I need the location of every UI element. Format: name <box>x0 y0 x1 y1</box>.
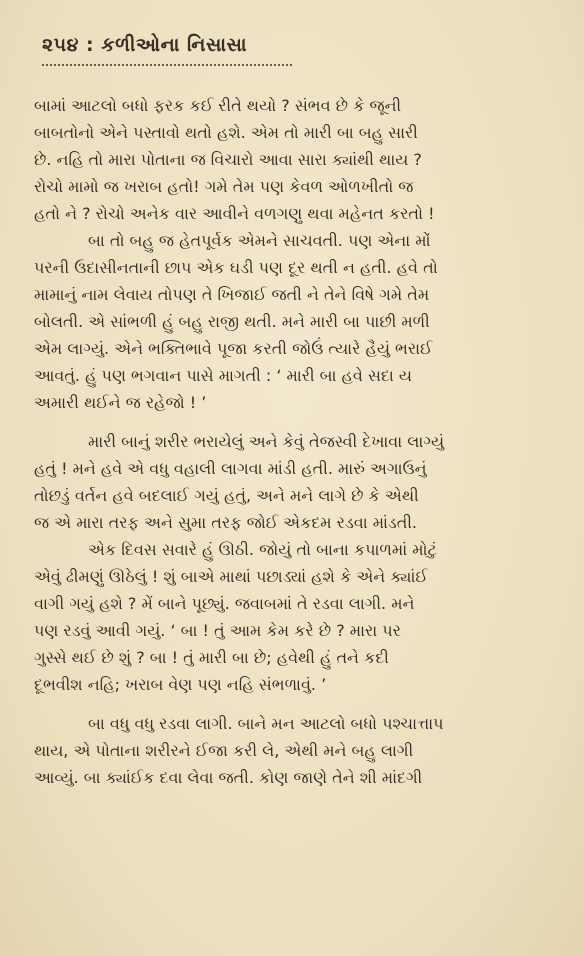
text-line: ગુસ્સે થઈ છે શું ? બા ! તું મારી બા છે; હવેથી હું તને કદી <box>34 648 389 667</box>
text-line: મામાનું નામ લેવાય તોપણ તે ખિજાઈ જતી ને તેને વિષે ગમે તેમ <box>34 285 430 304</box>
text-line: પણ રડવું આવી ગયું. ‘ બા ! તું આમ કેમ કરે છે ? મારા પર <box>34 621 401 640</box>
text-line: એક દિવસ સવારે હું ઊઠી. જોયું તો બાના કપાળમાં મોટું <box>88 540 437 559</box>
text-line: થાય, એ પોતાના શરીરને ઈજા કરી લે, એથી મને બહુ લાગી <box>34 741 414 760</box>
text-line: બા તો બહુ જ હેતપૂર્વક એમને સાચવતી. પણ એના મોં <box>88 231 431 250</box>
text-line: હતું ! મને હવે એ વધુ વહાલી લાગવા માંડી હતી. મારું અગાઉનું <box>34 459 427 478</box>
text-line: હતો ને ? રોચો અનેક વાર આવીને વળગણુ થવા મહેનત કરતો ! <box>34 204 435 223</box>
running-head: ૨૫૪ : કળીઓના નિસાસા <box>42 34 248 56</box>
text-line: બોલતી. એ સાંભળી હું બહુ રાજી થતી. મને મારી બા પાછી મળી <box>34 312 430 331</box>
text-line: અમારી થઈને જ રહેજો ! ’ <box>34 393 207 412</box>
text-line: રોચો મામો જ ખરાબ હતો! ગમે તેમ પણ કેવળ ઓળખીતો જ <box>34 177 414 196</box>
text-line: બામાં આટલો બધો ફરક કઈ રીતે થયો ? સંભવ છે કે જૂની <box>34 96 402 115</box>
text-line: પરની ઉદાસીનતાની છાપ એક ઘડી પણ દૂર થતી ન હતી. હવે તો <box>34 258 438 277</box>
text-line: છે. નહિ તો મારા પોતાના જ વિચારો આવા સારા ક્યાંથી થાય ? <box>34 150 422 169</box>
head-rule <box>42 58 292 66</box>
text-line: દૂભવીશ નહિ; ખરાબ વેણ પણ નહિ સંભળાવું. ’ <box>34 675 327 694</box>
text-line: વાગી ગયું હશે ? મેં બાને પૂછ્યું. જવાબમાં તે રડવા લાગી. મને <box>34 594 415 613</box>
text-line: આવ્યું. બા ક્યાંઈક દવા લેવા જતી. કોણ જાણે તેને શી માંદગી <box>34 768 423 787</box>
text-line: એવું ઢીમણું ઊઠેલું ! શું બાએ માથાં પછાડ્યાં હશે કે એને ક્યાંઈ <box>34 567 428 586</box>
text-line: એમ લાગ્યું. એને ભક્તિભાવે પૂજા કરતી જોઉં ત્યારે હૈયું ભરાઈ <box>34 339 433 358</box>
text-line: તોછડું વર્તન હવે બદલાઈ ગયું હતું, અને મને લાગે છે કે એથી <box>34 486 419 505</box>
text-line: બા વધુ વધુ રડવા લાગી. બાને મન આટલો બધો પશ્ચાત્તાપ <box>88 714 444 733</box>
text-line: જ એ મારા તરફ અને સુમા તરફ જોઈ એકદમ રડવા માંડતી. <box>34 513 417 532</box>
text-line: મારી બાનું શરીર ભરાયેલું અને કેવું તેજસ્વી દેખાવા લાગ્યું <box>88 432 445 451</box>
text-line: બાબતોનો એને પસ્તાવો થતો હશે. એમ તો મારી બા બહુ સારી <box>34 123 418 142</box>
body-text <box>34 92 554 791</box>
text-line: આવતું. હું પણ ભગવાન પાસે માગતી : ‘ મારી બા હવે સદા ય <box>34 366 412 385</box>
